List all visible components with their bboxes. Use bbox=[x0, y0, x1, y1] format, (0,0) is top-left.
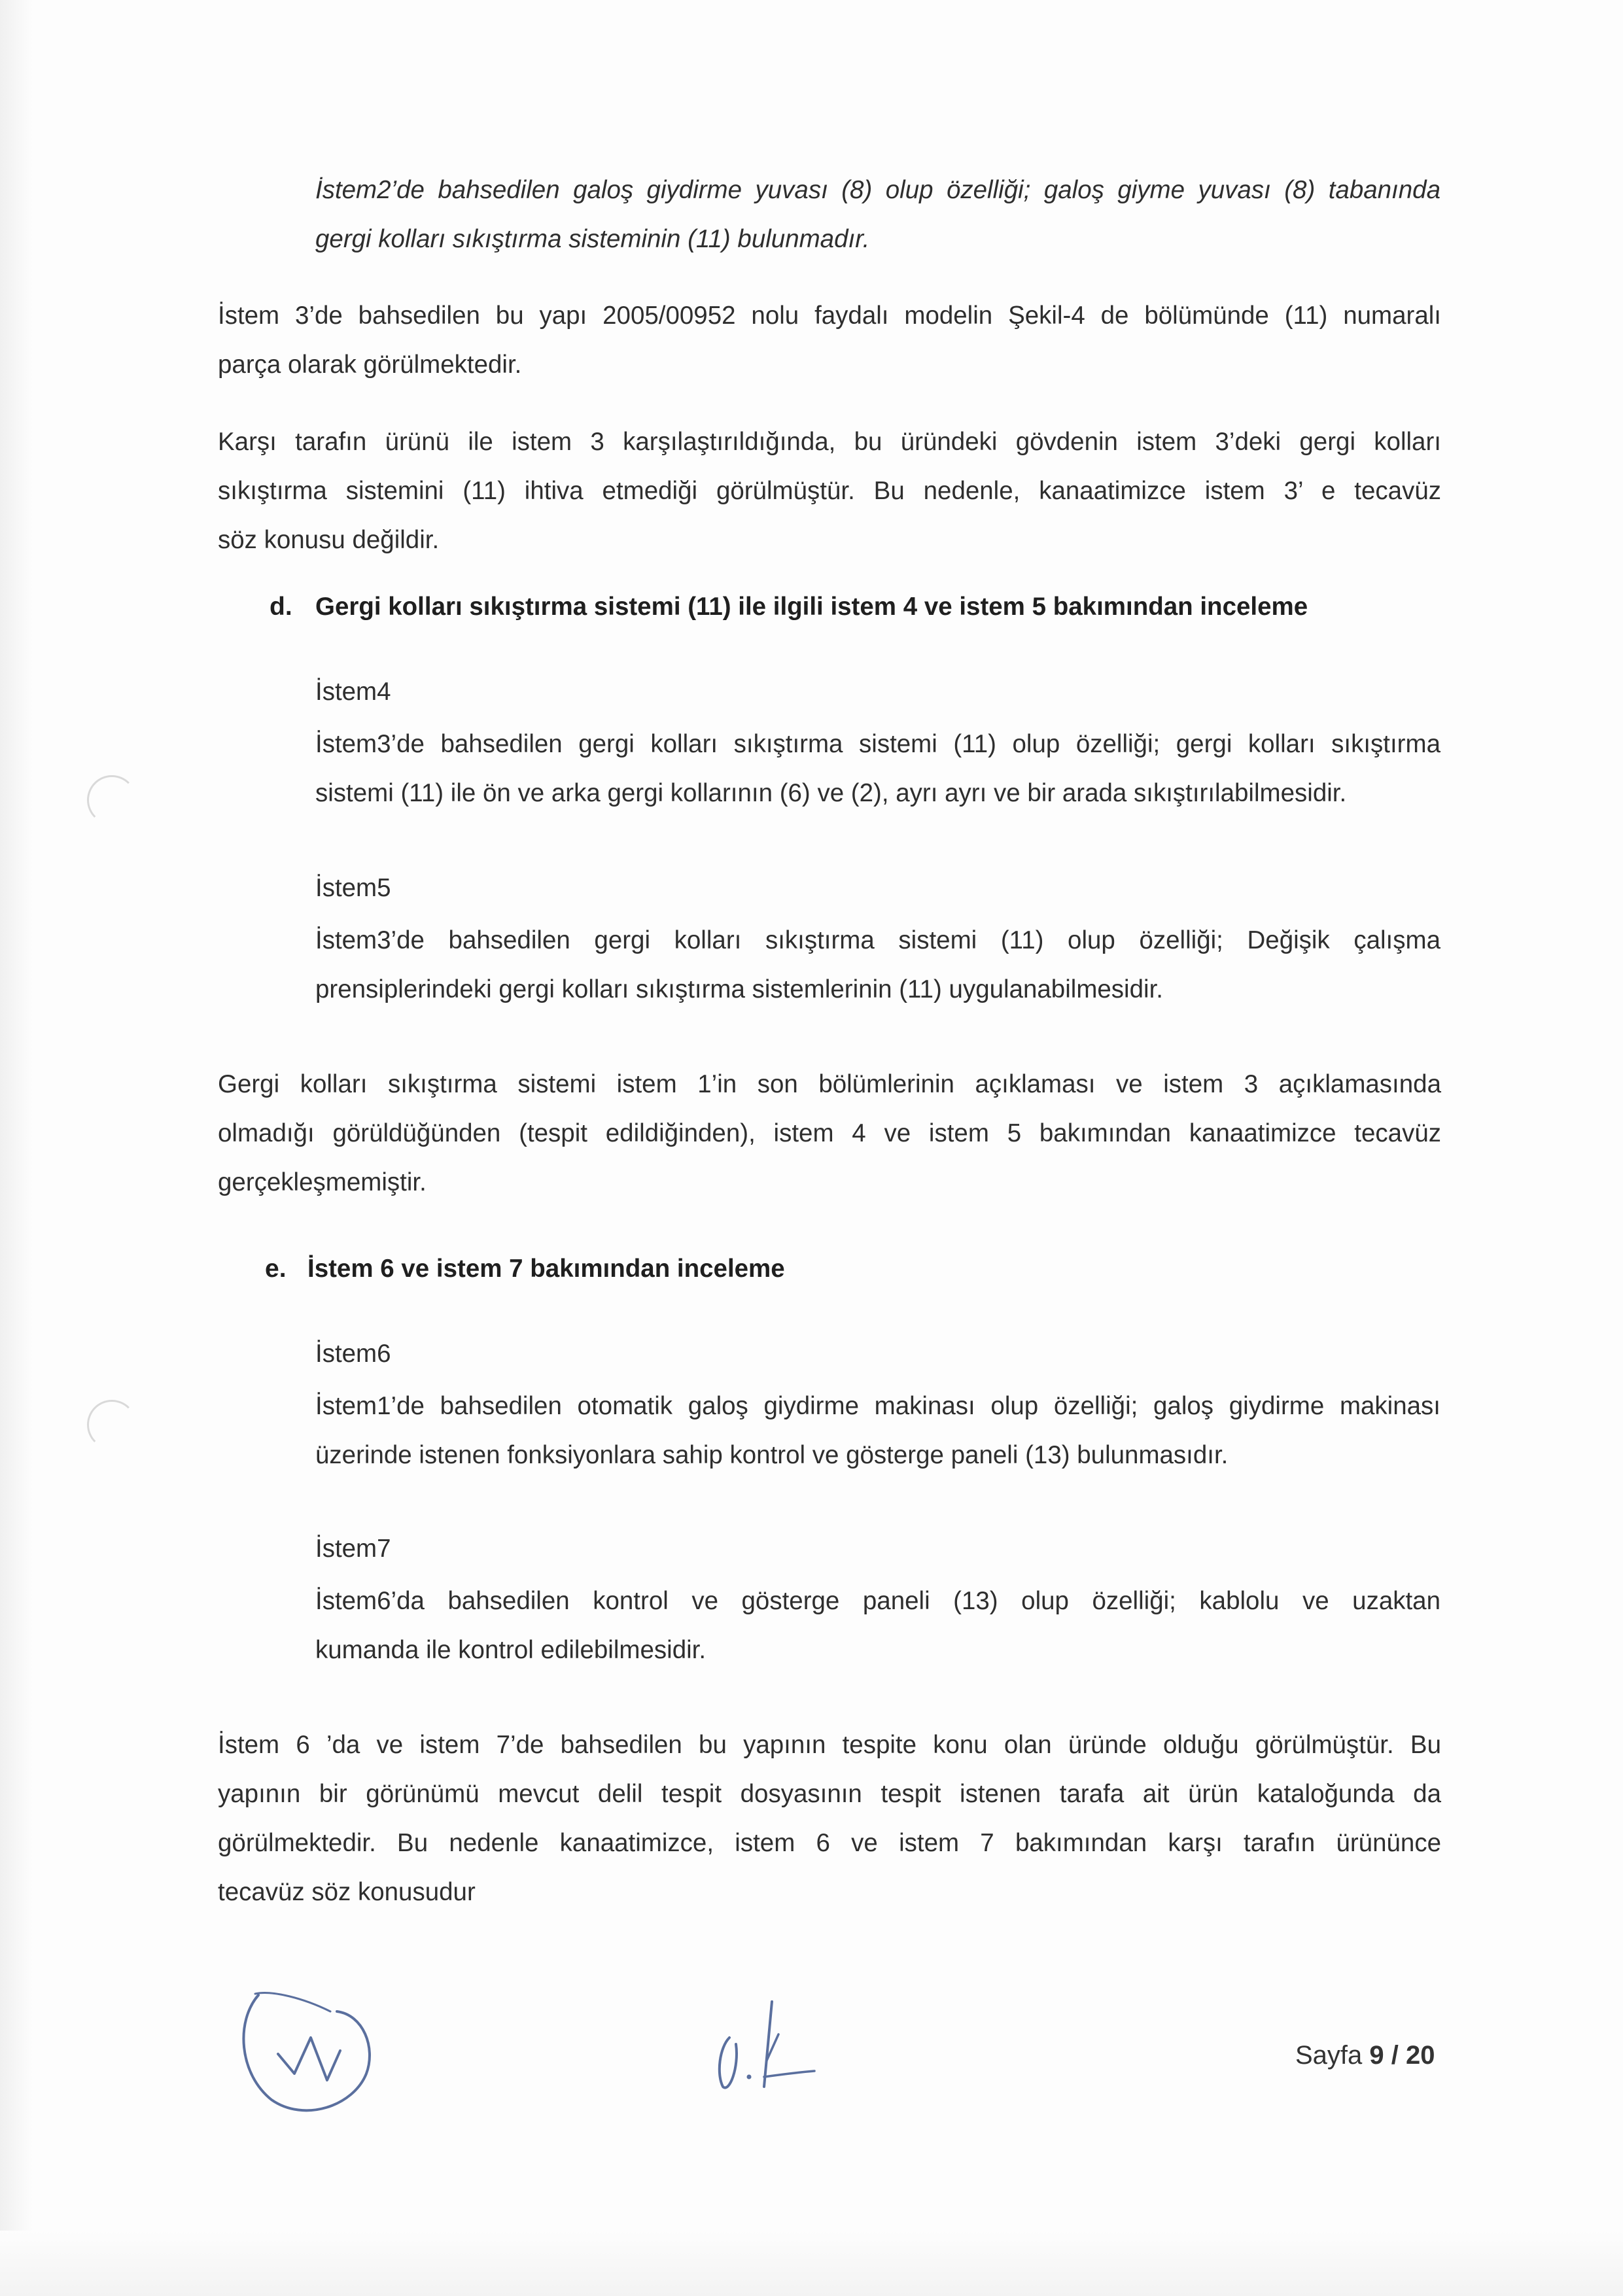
claim-line: İstem6’da bahsedilen kontrol ve gösterge paneli (13) olup özelliği; kablolu ve uzaktan bbox=[315, 1587, 1440, 1615]
claim-title: İstem6 bbox=[315, 1340, 391, 1368]
paragraph-line: Karşı tarafın ürünü ile istem 3 karşılaştırıldığında, bu üründeki gövdenin istem 3’deki gergi kolları bbox=[218, 428, 1441, 456]
paragraph-line: İstem2’de bahsedilen galoş giydirme yuvası (8) olup özelliği; galoş giyme yuvası (8) tabanında bbox=[315, 176, 1440, 204]
claim-line: İstem1’de bahsedilen otomatik galoş giydirme makinası olup özelliği; galoş giydirme makinası bbox=[315, 1392, 1440, 1420]
claim-title: İstem5 bbox=[315, 874, 391, 902]
claim-line: prensiplerindeki gergi kolları sıkıştırma sistemlerinin (11) uygulanabilmesidir. bbox=[315, 975, 1163, 1003]
paragraph-line: sıkıştırma sistemini (11) ihtiva etmediği görülmüştür. Bu nedenle, kanaatimizce istem 3’ e tecavüz bbox=[218, 477, 1441, 505]
paragraph-line: yapının bir görünümü mevcut delil tespit dosyasının tespit istenen tarafa ait ürün kataloğunda da bbox=[218, 1780, 1441, 1808]
claim-line: üzerinde istenen fonksiyonlara sahip kontrol ve gösterge paneli (13) bulunmasıdır. bbox=[315, 1441, 1229, 1469]
claim-title: İstem4 bbox=[315, 678, 391, 706]
claim-line: sistemi (11) ile ön ve arka gergi kollarının (6) ve (2), ayrı ayrı ve bir arada sıkıştırılabilmesidir. bbox=[315, 779, 1347, 807]
paragraph-line: gerçekleşmemiştir. bbox=[218, 1168, 427, 1196]
punch-hole-mark bbox=[87, 1400, 137, 1450]
section-marker: e. bbox=[265, 1255, 287, 1283]
page-current: 9 bbox=[1369, 2041, 1384, 2070]
paragraph-line: olmadığı görüldüğünden (tespit edildiğinden), istem 4 ve istem 5 bakımından kanaatimizce tecavüz bbox=[218, 1119, 1441, 1147]
punch-hole-mark bbox=[87, 775, 137, 825]
paragraph-line: İstem 6 ’da ve istem 7’de bahsedilen bu yapının tespite konu olan üründe olduğu görülmüştür. Bu bbox=[218, 1731, 1441, 1759]
claim-line: kumanda ile kontrol edilebilmesidir. bbox=[315, 1636, 707, 1664]
page-label: Sayfa bbox=[1295, 2041, 1363, 2070]
page-number bbox=[1295, 2031, 1435, 2080]
claim-title: İstem7 bbox=[315, 1535, 391, 1563]
claim-line: İstem3’de bahsedilen gergi kolları sıkıştırma sistemi (11) olup özelliği; Değişik çalışma bbox=[315, 926, 1440, 954]
section-marker: d. bbox=[270, 593, 292, 621]
section-heading: Gergi kolları sıkıştırma sistemi (11) ile ilgili istem 4 ve istem 5 bakımından inceleme bbox=[315, 593, 1308, 621]
paragraph-line: görülmektedir. Bu nedenle kanaatimizce, istem 6 ve istem 7 bakımından karşı tarafın ürününce bbox=[218, 1829, 1441, 1857]
paragraph-line: parça olarak görülmektedir. bbox=[218, 351, 522, 379]
claim-line: İstem3’de bahsedilen gergi kolları sıkıştırma sistemi (11) olup özelliği; gergi kolları sıkıştırma bbox=[315, 730, 1440, 758]
paragraph-line: İstem 3’de bahsedilen bu yapı 2005/00952 nolu faydalı modelin Şekil-4 de bölümünde (11) numaralı bbox=[218, 302, 1441, 330]
page-total: 20 bbox=[1406, 2041, 1435, 2070]
scan-edge-bottom bbox=[0, 2231, 1623, 2296]
signature-left-icon bbox=[232, 1975, 389, 2126]
scan-edge-left bbox=[0, 0, 33, 2296]
paragraph-line: tecavüz söz konusudur bbox=[218, 1878, 476, 1906]
paragraph-line: Gergi kolları sıkıştırma sistemi istem 1’in son bölümlerinin açıklaması ve istem 3 açıklamasında bbox=[218, 1070, 1441, 1098]
section-heading: İstem 6 ve istem 7 bakımından inceleme bbox=[307, 1255, 785, 1283]
paragraph-line: söz konusu değildir. bbox=[218, 526, 440, 554]
page-separator: / bbox=[1391, 2041, 1399, 2070]
signature-right-icon bbox=[707, 1989, 837, 2100]
paragraph-line: gergi kolları sıkıştırma sisteminin (11) bulunmadır. bbox=[315, 225, 870, 253]
